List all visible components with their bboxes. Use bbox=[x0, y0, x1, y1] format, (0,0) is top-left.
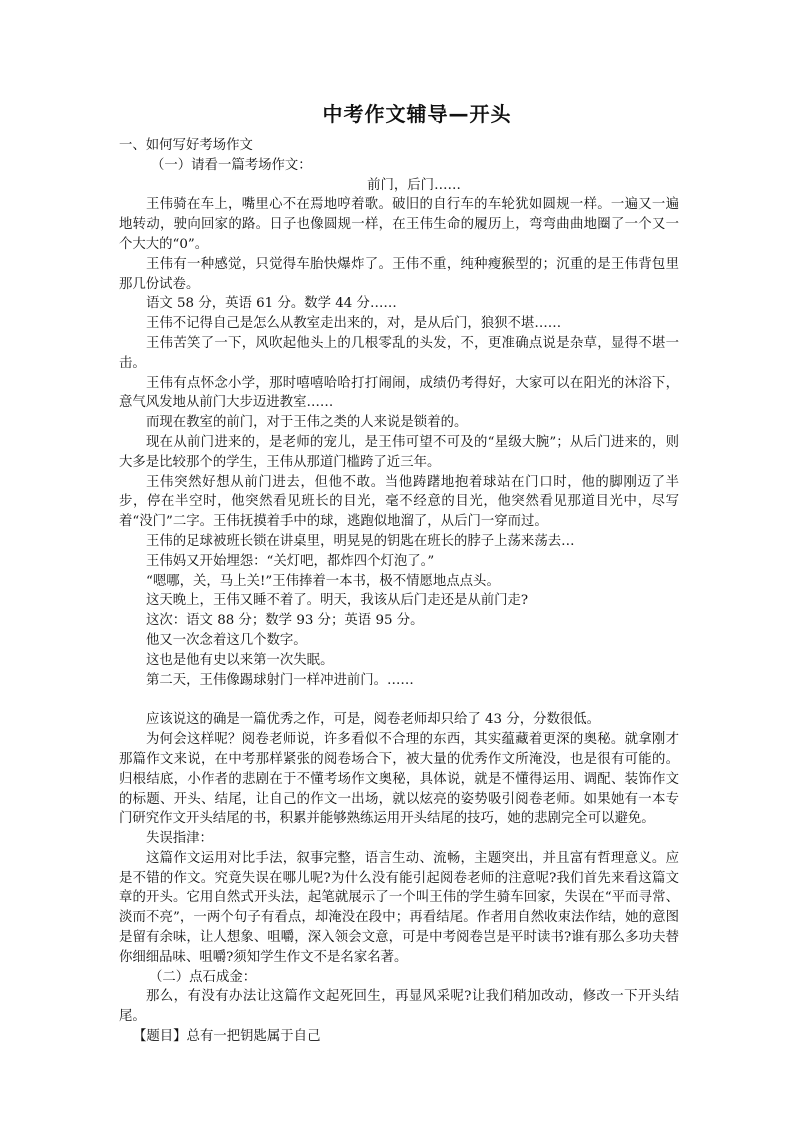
essay-paragraph: 王伟有点怀念小学，那时嘻嘻哈哈打打闹闹，成绩仍考得好，大家可以在阳光的沐浴下，意气风发地从前门大步迈进教室…… bbox=[119, 375, 679, 411]
document-body bbox=[119, 136, 679, 1047]
essay-paragraph: 这也是他有史以来第一次失眠。 bbox=[146, 652, 334, 668]
analysis-paragraph: 应该说这的确是一篇优秀之作，可是，阅卷老师却只给了 43 分，分数很低。 bbox=[146, 712, 601, 728]
essay-paragraph: 第二天，王伟像踢球射门一样冲进前门。…… bbox=[146, 672, 414, 688]
analysis-paragraph: 这篇作文运用对比手法，叙事完整，语言生动、流畅，主题突出，并且富有哲理意义。应是不错的作文。究竟失误在哪儿呢?为什么没有能引起阅卷老师的注意呢?我们首先来看这篇文章的开头。它用自然式开头法，起笔就展示了一个叫王伟的学生骑车回家，失误在“平而寻常、淡而不亮”，一两个句子有看点，却淹没在段中；再看结尾。作者用自然收束法作结，她的意图是留有余味，让人想象、咀嚼，深入领会文意，可是中考阅卷岂是平时读书?谁有那么多功夫替你细细品味、咀嚼?须知学生作文不是名家名著。 bbox=[119, 850, 679, 965]
essay-paragraph: 王伟的足球被班长锁在讲桌里，明晃晃的钥匙在班长的脖子上荡来荡去… bbox=[146, 533, 575, 549]
subsection-heading: （一）请看一篇考场作文： bbox=[151, 157, 312, 173]
subsection-heading: （二）点石成金： bbox=[149, 969, 257, 985]
essay-paragraph: 王伟突然好想从前门进去，但他不敢。当他踌躇地抱着球站在门口时，他的脚刚迈了半步，停在半空时，他突然看见班长的目光，毫不经意的目光，他突然看见那道目光中，尽写着“没门”二字。王伟抚摸着手中的球，逃跑似地溜了，从后门一穿而过。 bbox=[119, 474, 679, 530]
essay-paragraph: 王伟不记得自己是怎么从教室走出来的，对，是从后门，狼狈不堪…… bbox=[146, 316, 562, 332]
essay-paragraph: 他又一次念着这几个数字。 bbox=[146, 632, 307, 648]
essay-paragraph: “嗯哪，关，马上关!”王伟捧着一本书，极不情愿地点点头。 bbox=[146, 573, 500, 589]
analysis-paragraph: 为何会这样呢？阅卷老师说，许多看似不合理的东西，其实蕴藏着更深的奥秘。就拿刚才那篇作文来说，在中考那样紧张的阅卷场合下，被大量的优秀作文所淹没，也是很有可能的。归根结底，小作者的悲剧在于不懂考场作文奥秘，具体说，就是不懂得运用、调配、装饰作文的标题、开头、结尾，让自己的作文一出场，就以炫亮的姿势吸引阅卷老师。如果她有一本专门研究作文开头结尾的书，积累并能够熟练运用开头结尾的技巧，她的悲剧完全可以避免。 bbox=[119, 732, 679, 827]
essay-paragraph: 王伟妈又开始埋怨：“关灯吧，都炸四个灯泡了。” bbox=[146, 553, 435, 569]
page-title: 中考作文辅导—开头 bbox=[322, 102, 512, 126]
essay-paragraph: 而现在教室的前门，对于王伟之类的人来说是锁着的。 bbox=[146, 415, 468, 431]
essay-paragraph: 王伟有一种感觉，只觉得车胎快爆炸了。王伟不重，纯种瘦猴型的；沉重的是王伟背包里那几份试卷。 bbox=[119, 256, 679, 292]
essay-paragraph: 这天晚上，王伟又睡不着了。明天，我该从后门走还是从前门走? bbox=[146, 593, 529, 609]
essay-paragraph: 这次：语文 88 分；数学 93 分；英语 95 分。 bbox=[146, 613, 424, 629]
section-heading: 一、如何写好考场作文 bbox=[119, 138, 253, 153]
topic-line: 【题目】总有一把钥匙属于自己 bbox=[133, 1029, 321, 1045]
essay-paragraph: 王伟骑在车上，嘴里心不在焉地哼着歌。破旧的自行车的车轮犹如圆规一样。一遍又一遍地转动，驶向回家的路。日子也像圆规一样，在王伟生命的履历上，弯弯曲曲地圈了一个又一个大大的“0”。 bbox=[119, 197, 679, 252]
spacer bbox=[119, 690, 679, 710]
essay-paragraph: 王伟苦笑了一下，风吹起他头上的几根零乱的头发，不，更准确点说是杂草，显得不堪一击。 bbox=[119, 335, 679, 371]
essay-paragraph: 现在从前门进来的，是老师的宠儿，是王伟可望不可及的“星级大腕”；从后门进来的，则大多是比较那个的学生，王伟从那道门槛跨了近三年。 bbox=[119, 434, 679, 470]
analysis-heading: 失误指津： bbox=[146, 831, 213, 847]
subsection-paragraph: 那么，有没有办法让这篇作文起死回生，再显风采呢?让我们稍加改动，修改一下开头结尾。 bbox=[119, 989, 679, 1025]
essay-title: 前门，后门…… bbox=[367, 177, 461, 193]
essay-paragraph: 语文 58 分，英语 61 分。数学 44 分…… bbox=[146, 296, 397, 312]
